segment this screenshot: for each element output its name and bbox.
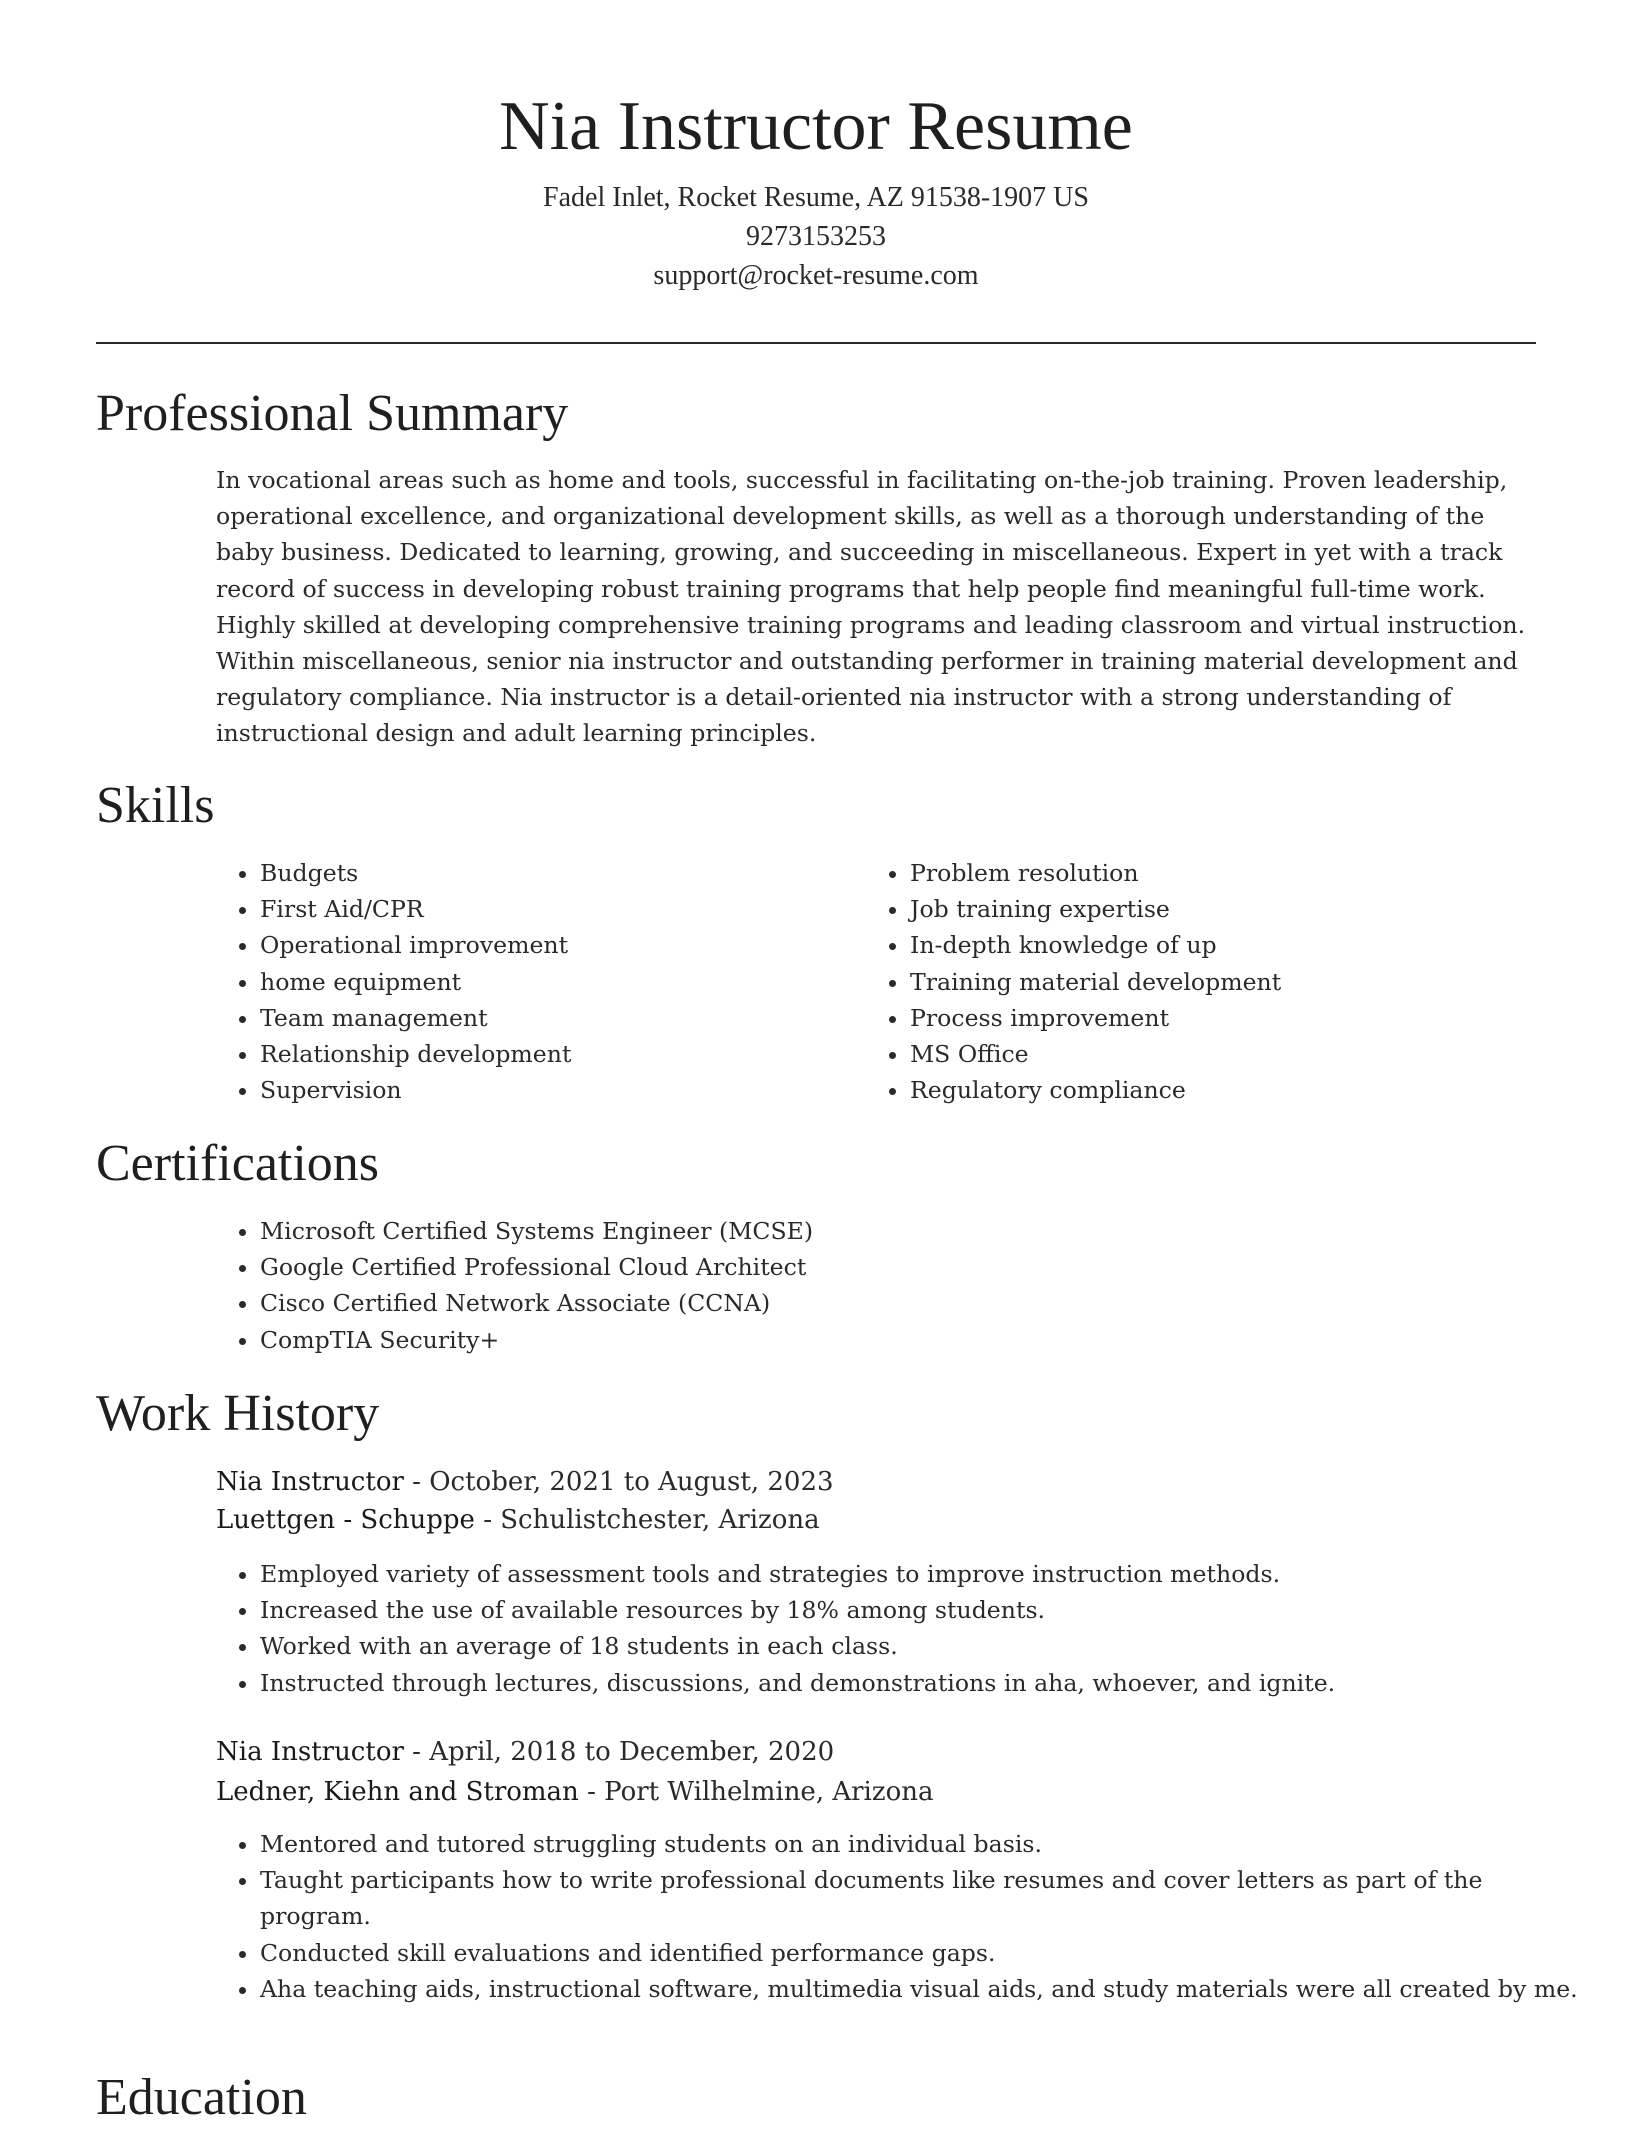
education-heading: Education xyxy=(96,2069,307,2126)
job-separator: - xyxy=(483,1505,501,1535)
job-role: Nia Instructor xyxy=(216,1467,404,1497)
job-bullets xyxy=(216,1556,1586,1701)
job-bullet: • Aha teaching aids, instructional software, multimedia visual aids, and study materials were all created by me. xyxy=(260,1971,1586,2007)
job-role: Nia Instructor xyxy=(216,1737,404,1767)
job-dates: October, 2021 to August, 2023 xyxy=(429,1467,834,1497)
skill-item: • Relationship development xyxy=(260,1036,860,1072)
skill-item: • MS Office xyxy=(910,1036,1550,1072)
skill-item: • In-depth knowledge of up xyxy=(910,927,1550,963)
job-company: Luettgen - Schuppe xyxy=(216,1505,475,1535)
job-bullet: • Worked with an average of 18 students in each class. xyxy=(260,1628,1586,1664)
skill-item: • Operational improvement xyxy=(260,927,860,963)
resume-header xyxy=(96,84,1536,295)
work-history-heading: Work History xyxy=(96,1385,380,1442)
job-bullets xyxy=(216,1826,1586,2007)
certification-item: • Cisco Certified Network Associate (CCNA) xyxy=(260,1285,1560,1321)
job-dates: April, 2018 to December, 2020 xyxy=(429,1737,835,1767)
skill-item: • home equipment xyxy=(260,964,860,1000)
summary-heading: Professional Summary xyxy=(96,385,569,442)
contact-block xyxy=(96,178,1536,295)
job-company: Ledner, Kiehn and Stroman xyxy=(216,1777,579,1807)
job-company-line xyxy=(216,1500,820,1540)
job-separator: - xyxy=(587,1777,605,1807)
email: support@rocket-resume.com xyxy=(653,260,979,291)
certification-item: • Microsoft Certified Systems Engineer (MCSE) xyxy=(260,1213,1560,1249)
skill-item: • First Aid/CPR xyxy=(260,891,860,927)
phone: 9273153253 xyxy=(746,221,886,252)
job-bullet: • Increased the use of available resources by 18% among students. xyxy=(260,1592,1586,1628)
address: Fadel Inlet, Rocket Resume, AZ 91538-1907 US xyxy=(543,182,1089,213)
skills-list-right xyxy=(866,855,1550,1108)
job-title-line xyxy=(216,1462,834,1502)
skill-item: • Regulatory compliance xyxy=(910,1072,1550,1108)
certifications-heading: Certifications xyxy=(96,1135,380,1192)
header-divider xyxy=(96,342,1536,344)
skill-item: • Training material development xyxy=(910,964,1550,1000)
certification-item: • CompTIA Security+ xyxy=(260,1322,1560,1358)
job-bullet: • Taught participants how to write professional documents like resumes and cover letters as part of the program. xyxy=(260,1862,1586,1934)
summary-text: In vocational areas such as home and tools, successful in facilitating on-the-job training. Proven leadership, operational excellence, and organizational development skills, as well as a thorough understanding of the baby business. Dedicated to learning, growing, and succeeding in miscellaneous. Expert in yet with a track record of success in developing robust training programs that help people find meaningful full-time work. Highly skilled at developing comprehensive training programs and leading classroom and virtual instruction. Within miscellaneous, senior nia instructor and outstanding performer in training material development and regulatory compliance. Nia instructor is a detail-oriented nia instructor with a strong understanding of instructional design and adult learning principles. xyxy=(216,466,1526,748)
job-title-line xyxy=(216,1732,834,1772)
job-separator: - xyxy=(412,1737,430,1767)
skill-item: • Process improvement xyxy=(910,1000,1550,1036)
job-bullet: • Conducted skill evaluations and identified performance gaps. xyxy=(260,1935,1586,1971)
skills-heading: Skills xyxy=(96,777,215,834)
certification-item: • Google Certified Professional Cloud Architect xyxy=(260,1249,1560,1285)
job-location: Port Wilhelmine, Arizona xyxy=(604,1777,934,1807)
job-bullet: • Mentored and tutored struggling students on an individual basis. xyxy=(260,1826,1586,1862)
certifications-list xyxy=(216,1213,1560,1358)
skill-item: • Budgets xyxy=(260,855,860,891)
job-bullet: • Employed variety of assessment tools and strategies to improve instruction methods. xyxy=(260,1556,1586,1592)
job-bullet: • Instructed through lectures, discussions, and demonstrations in aha, whoever, and ignite. xyxy=(260,1665,1586,1701)
job-location: Schulistchester, Arizona xyxy=(500,1505,820,1535)
skill-item: • Problem resolution xyxy=(910,855,1550,891)
skills-list-left xyxy=(216,855,860,1108)
skill-item: • Supervision xyxy=(260,1072,860,1108)
job-separator: - xyxy=(412,1467,430,1497)
skill-item: • Job training expertise xyxy=(910,891,1550,927)
skill-item: • Team management xyxy=(260,1000,860,1036)
resume-title: Nia Instructor Resume xyxy=(499,88,1133,165)
job-company-line xyxy=(216,1772,933,1812)
